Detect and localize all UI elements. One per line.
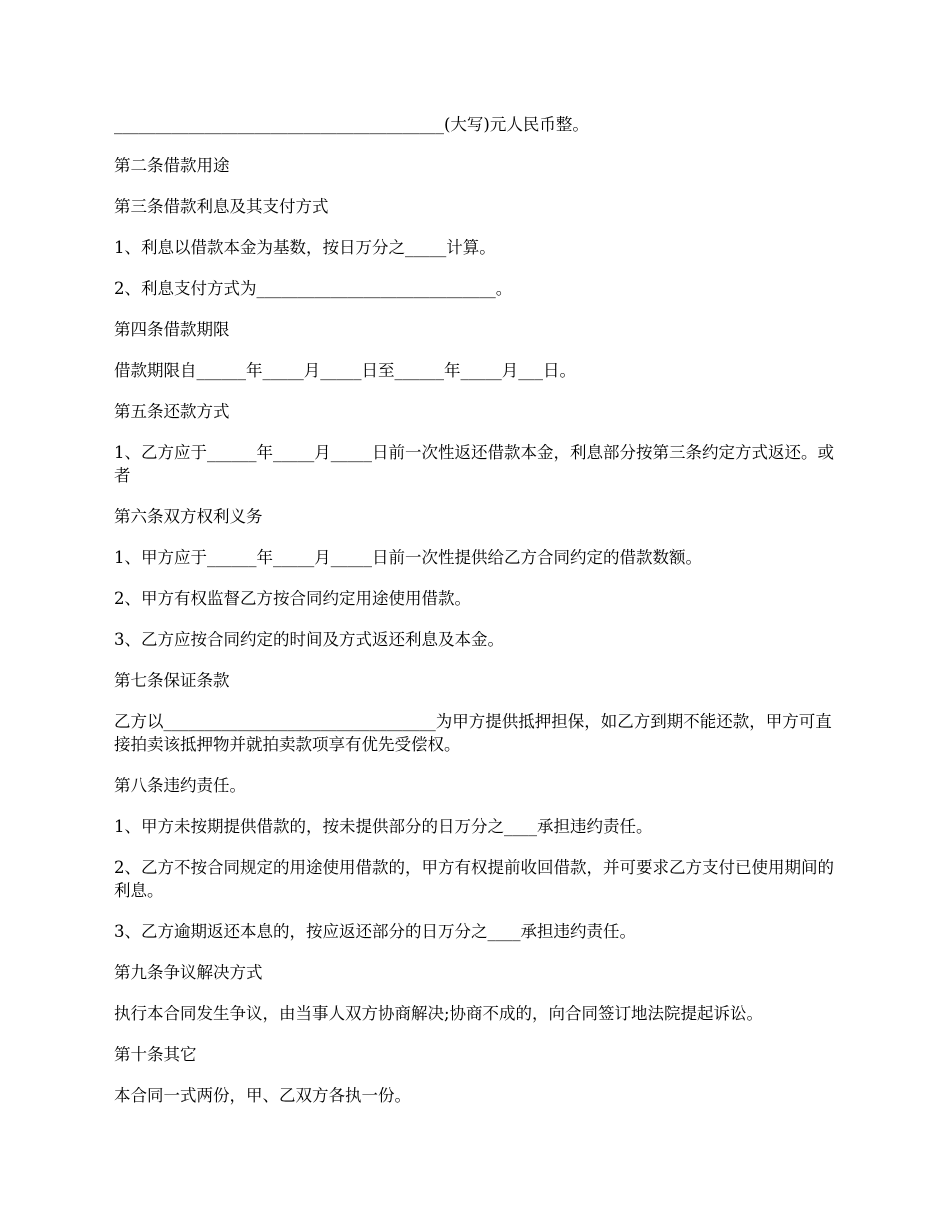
document-page xyxy=(114,113,844,1125)
article-7-heading: 第七条保证条款 xyxy=(114,671,230,690)
article-10-heading: 第十条其它 xyxy=(114,1045,197,1064)
article-4-term-line: 借款期限自______年_____月_____日至______年_____月___日。 xyxy=(114,361,576,380)
article-6-clause-3: 3、乙方应按合同约定的时间及方式返还利息及本金。 xyxy=(114,630,504,649)
article-6-clause-1: 1、甲方应于______年_____月_____日前一次性提供给乙方合同约定的借款数额。 xyxy=(114,548,702,567)
article-6-clause-2: 2、甲方有权监督乙方按合同约定用途使用借款。 xyxy=(114,589,471,608)
article-3-clause-1: 1、利息以借款本金为基数，按日万分之_____计算。 xyxy=(114,238,496,257)
article-5-clause-1: 1、乙方应于______年_____月_____日前一次性返还借款本金，利息部分按第三条约定方式返还。或者 xyxy=(114,443,834,485)
article-6-heading: 第六条双方权利义务 xyxy=(114,507,263,526)
article-8-clause-3: 3、乙方逾期返还本息的，按应返还部分的日万分之____承担违约责任。 xyxy=(114,922,636,941)
article-8-clause-2: 2、乙方不按合同规定的用途使用借款的，甲方有权提前收回借款，并可要求乙方支付已使用期间的利息。 xyxy=(114,858,834,900)
article-3-heading: 第三条借款利息及其支付方式 xyxy=(114,197,329,216)
amount-in-words-line: ________________________________________(大写)元人民币整。 xyxy=(114,115,589,134)
article-9-body: 执行本合同发生争议，由当事人双方协商解决;协商不成的，向合同签订地法院提起诉讼。 xyxy=(114,1004,764,1023)
article-10-body: 本合同一式两份，甲、乙双方各执一份。 xyxy=(114,1086,411,1105)
article-8-heading: 第八条违约责任。 xyxy=(114,776,246,795)
article-4-heading: 第四条借款期限 xyxy=(114,320,230,339)
article-5-heading: 第五条还款方式 xyxy=(114,402,230,421)
article-2-heading: 第二条借款用途 xyxy=(114,156,230,175)
article-7-body: 乙方以_________________________________为甲方提供抵押担保，如乙方到期不能还款，甲方可直接拍卖该抵押物并就拍卖款项享有优先受偿权。 xyxy=(114,712,832,754)
article-9-heading: 第九条争议解决方式 xyxy=(114,963,263,982)
article-3-clause-2: 2、利息支付方式为_____________________________。 xyxy=(114,279,513,298)
article-8-clause-1: 1、甲方未按期提供借款的，按未提供部分的日万分之____承担违约责任。 xyxy=(114,817,653,836)
